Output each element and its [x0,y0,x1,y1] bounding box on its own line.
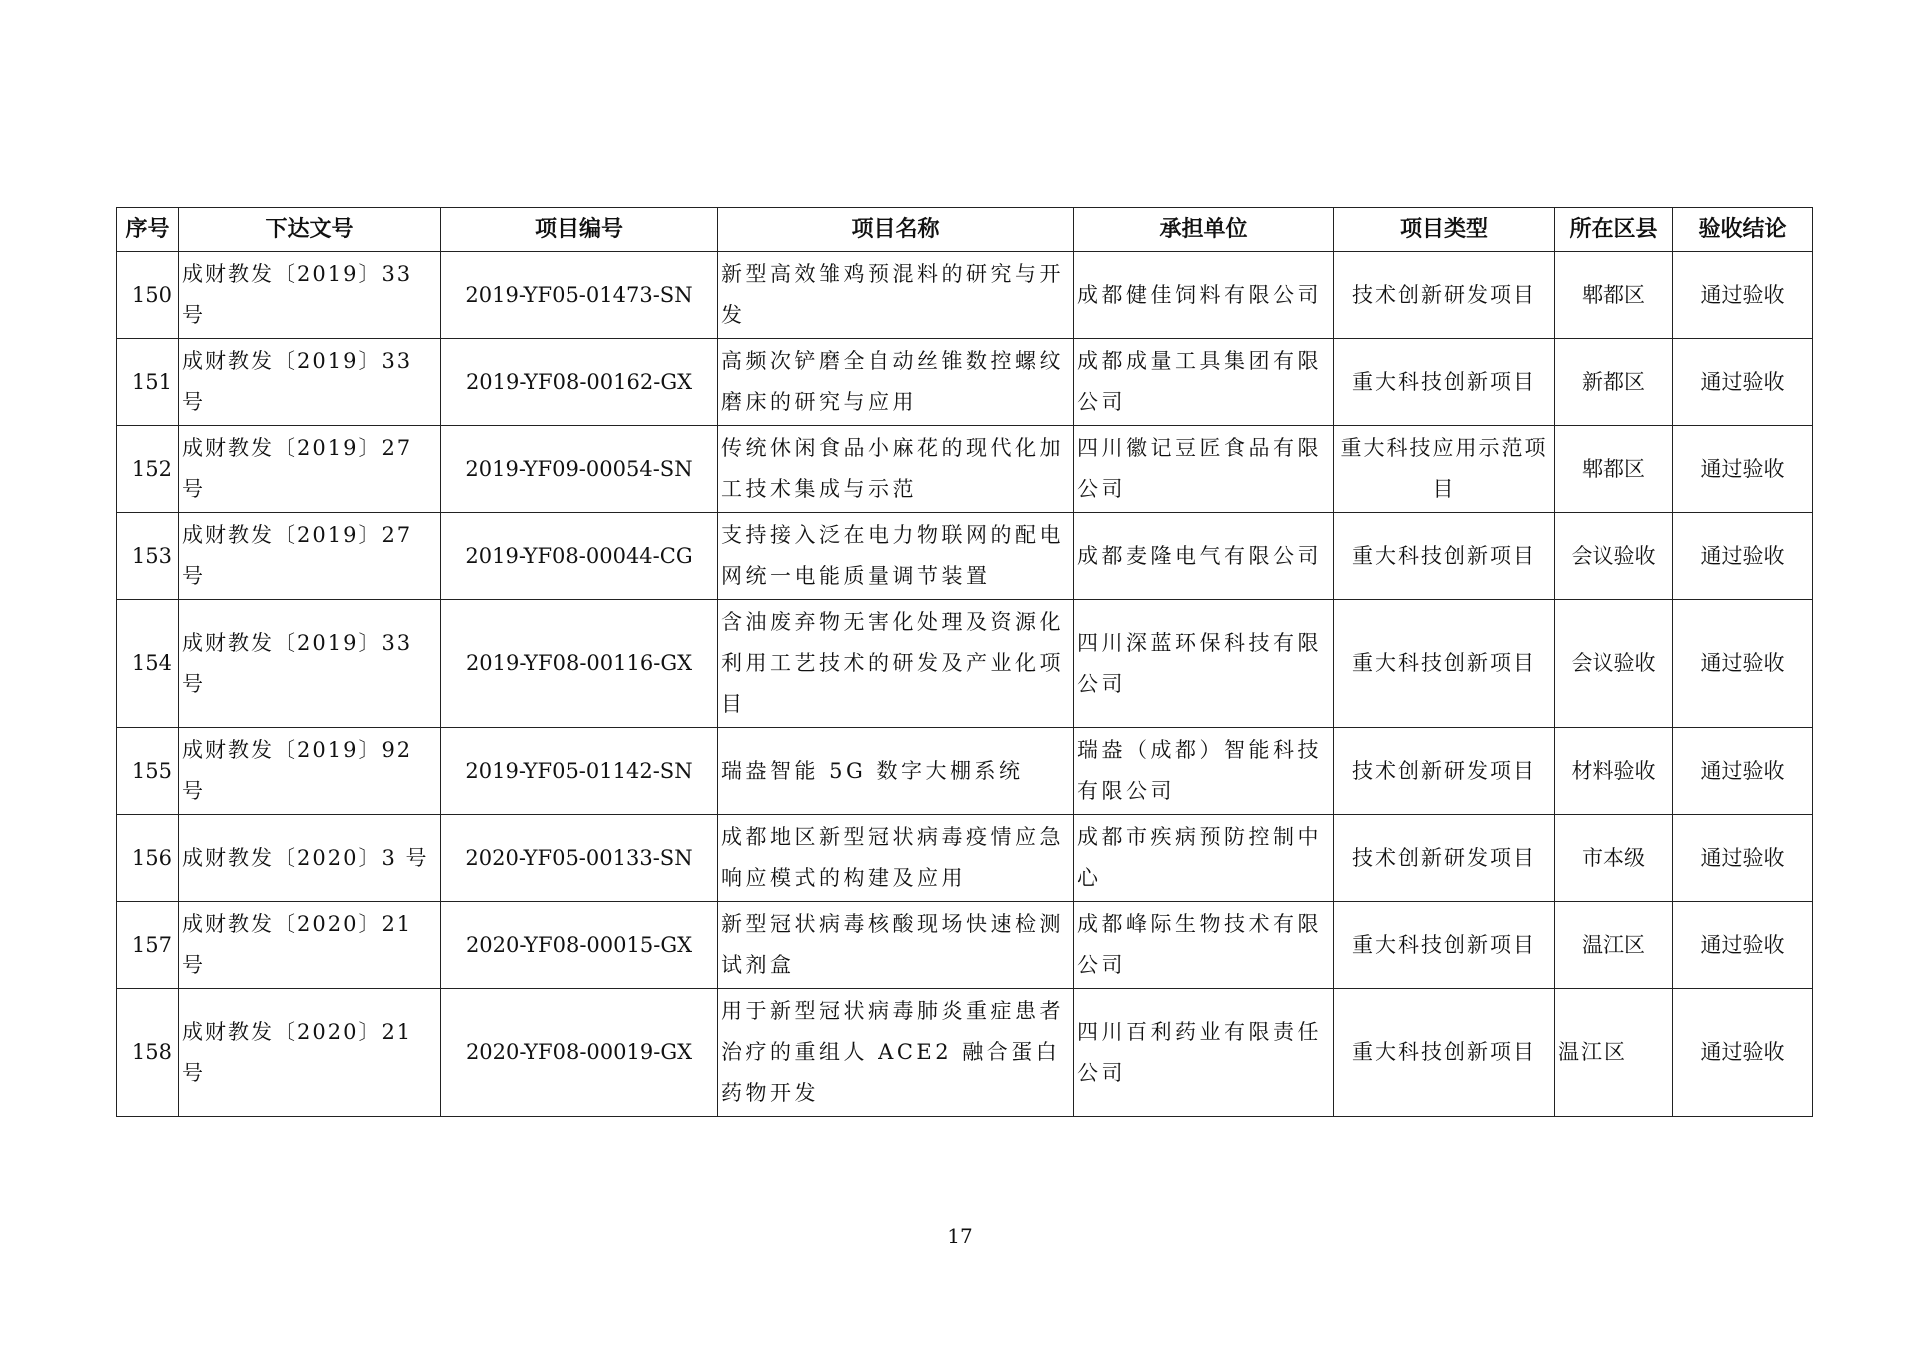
cell-acceptance-result: 通过验收 [1673,815,1813,902]
header-district: 所在区县 [1555,208,1673,252]
cell-project-name: 瑞盎智能 5G 数字大棚系统 [718,728,1074,815]
cell-district: 郫都区 [1555,252,1673,339]
header-project-code: 项目编号 [441,208,718,252]
cell-doc-number: 成财教发〔2019〕33 号 [179,600,441,728]
cell-acceptance-result: 通过验收 [1673,728,1813,815]
header-project-type: 项目类型 [1334,208,1555,252]
cell-undertaking-unit: 四川百利药业有限责任公司 [1074,989,1334,1117]
cell-district: 材料验收 [1555,728,1673,815]
cell-project-code: 2019-YF08-00116-GX [441,600,718,728]
cell-undertaking-unit: 成都健佳饲料有限公司 [1074,252,1334,339]
cell-serial: 155 [117,728,179,815]
table-row [117,902,1813,989]
cell-district: 温江区 [1555,989,1673,1117]
cell-project-name: 新型高效雏鸡预混料的研究与开发 [718,252,1074,339]
cell-district: 会议验收 [1555,513,1673,600]
table-row [117,989,1813,1117]
cell-doc-number: 成财教发〔2020〕21 号 [179,989,441,1117]
cell-doc-number: 成财教发〔2019〕33 号 [179,252,441,339]
header-project-name: 项目名称 [718,208,1074,252]
cell-project-type: 重大科技应用示范项目 [1334,426,1555,513]
cell-acceptance-result: 通过验收 [1673,902,1813,989]
cell-project-code: 2019-YF08-00162-GX [441,339,718,426]
project-acceptance-table [116,207,1813,1117]
cell-project-code: 2019-YF05-01473-SN [441,252,718,339]
cell-project-type: 技术创新研发项目 [1334,815,1555,902]
header-acceptance-result: 验收结论 [1673,208,1813,252]
cell-serial: 150 [117,252,179,339]
cell-serial: 158 [117,989,179,1117]
cell-project-name: 成都地区新型冠状病毒疫情应急响应模式的构建及应用 [718,815,1074,902]
cell-district: 温江区 [1555,902,1673,989]
cell-project-code: 2019-YF05-01142-SN [441,728,718,815]
cell-undertaking-unit: 瑞盎（成都）智能科技有限公司 [1074,728,1334,815]
cell-project-type: 重大科技创新项目 [1334,902,1555,989]
cell-undertaking-unit: 成都麦隆电气有限公司 [1074,513,1334,600]
cell-acceptance-result: 通过验收 [1673,989,1813,1117]
cell-acceptance-result: 通过验收 [1673,513,1813,600]
cell-serial: 153 [117,513,179,600]
cell-serial: 151 [117,339,179,426]
cell-doc-number: 成财教发〔2019〕92 号 [179,728,441,815]
cell-serial: 154 [117,600,179,728]
table-row [117,513,1813,600]
cell-doc-number: 成财教发〔2019〕33 号 [179,339,441,426]
cell-project-type: 重大科技创新项目 [1334,600,1555,728]
cell-project-type: 重大科技创新项目 [1334,989,1555,1117]
cell-serial: 156 [117,815,179,902]
cell-project-code: 2019-YF08-00044-CG [441,513,718,600]
cell-doc-number: 成财教发〔2019〕27 号 [179,426,441,513]
cell-undertaking-unit: 成都峰际生物技术有限公司 [1074,902,1334,989]
cell-district: 市本级 [1555,815,1673,902]
cell-undertaking-unit: 成都成量工具集团有限公司 [1074,339,1334,426]
table-row [117,728,1813,815]
table-row [117,815,1813,902]
page-number: 17 [947,1224,973,1248]
cell-project-code: 2020-YF05-00133-SN [441,815,718,902]
cell-project-code: 2019-YF09-00054-SN [441,426,718,513]
cell-doc-number: 成财教发〔2020〕3 号 [179,815,441,902]
cell-project-name: 支持接入泛在电力物联网的配电网统一电能质量调节装置 [718,513,1074,600]
cell-district: 新都区 [1555,339,1673,426]
table-header-row [117,208,1813,252]
cell-undertaking-unit: 成都市疾病预防控制中心 [1074,815,1334,902]
cell-project-code: 2020-YF08-00019-GX [441,989,718,1117]
cell-doc-number: 成财教发〔2020〕21 号 [179,902,441,989]
cell-project-type: 技术创新研发项目 [1334,252,1555,339]
cell-acceptance-result: 通过验收 [1673,600,1813,728]
header-serial: 序号 [117,208,179,252]
cell-project-type: 技术创新研发项目 [1334,728,1555,815]
cell-serial: 157 [117,902,179,989]
cell-acceptance-result: 通过验收 [1673,426,1813,513]
cell-project-name: 高频次铲磨全自动丝锥数控螺纹磨床的研究与应用 [718,339,1074,426]
cell-project-name: 用于新型冠状病毒肺炎重症患者治疗的重组人 ACE2 融合蛋白药物开发 [718,989,1074,1117]
table-row [117,426,1813,513]
table-row [117,600,1813,728]
cell-acceptance-result: 通过验收 [1673,339,1813,426]
cell-project-type: 重大科技创新项目 [1334,513,1555,600]
cell-district: 郫都区 [1555,426,1673,513]
cell-project-type: 重大科技创新项目 [1334,339,1555,426]
header-doc-number: 下达文号 [179,208,441,252]
cell-undertaking-unit: 四川深蓝环保科技有限公司 [1074,600,1334,728]
cell-serial: 152 [117,426,179,513]
table-row [117,252,1813,339]
cell-doc-number: 成财教发〔2019〕27 号 [179,513,441,600]
table-row [117,339,1813,426]
cell-undertaking-unit: 四川徽记豆匠食品有限公司 [1074,426,1334,513]
header-undertaking-unit: 承担单位 [1074,208,1334,252]
cell-project-code: 2020-YF08-00015-GX [441,902,718,989]
cell-project-name: 含油废弃物无害化处理及资源化利用工艺技术的研发及产业化项目 [718,600,1074,728]
cell-project-name: 传统休闲食品小麻花的现代化加工技术集成与示范 [718,426,1074,513]
cell-district: 会议验收 [1555,600,1673,728]
cell-project-name: 新型冠状病毒核酸现场快速检测试剂盒 [718,902,1074,989]
cell-acceptance-result: 通过验收 [1673,252,1813,339]
